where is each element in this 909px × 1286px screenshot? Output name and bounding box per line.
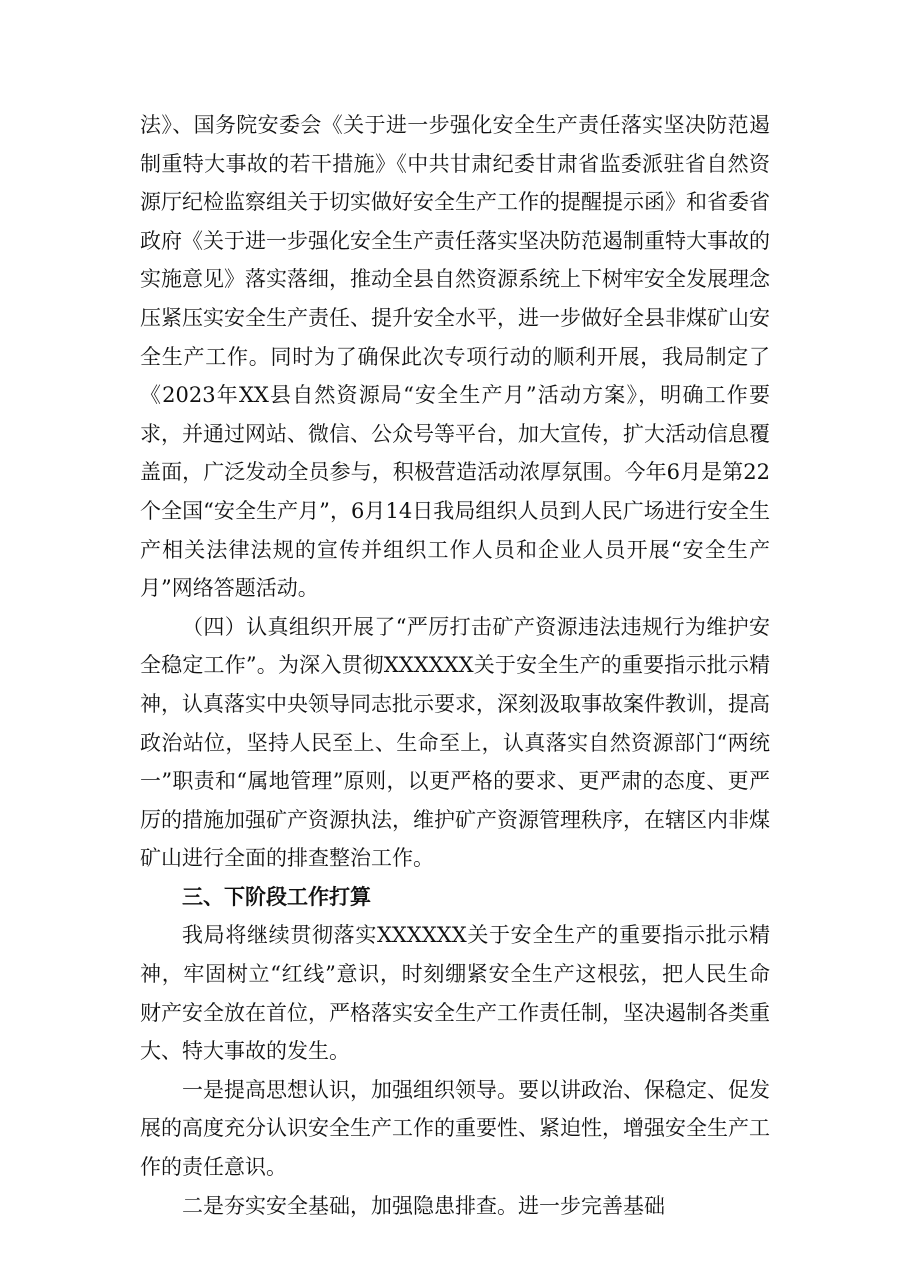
body-paragraph-point-two: 二是夯实安全基础，加强隐患排查。进一步完善基础 — [182, 1193, 665, 1218]
body-paragraph-section-four: （四）认真组织开展了“严厉打击矿产资源违法违规行为维护安全稳定工作”。为深入贯彻XXXXXX关于安全生产的重要指示批示精神，认真落实中央领导同志批示要求，深刻汲取事故案件教训，提高政治站位，坚持人民至上、生命至上，认真落实自然资源部门“两统一”职责和“属地管理”原则，以更严格的要求、更严肃的态度、更严厉的措施加强矿产资源执法，维护矿产资源管理秩序，在辖区内非煤矿山进行全面的排查整治工作。 — [140, 614, 770, 871]
body-paragraph-point-one: 一是提高思想认识，加强组织领导。要以讲政治、保稳定、促发展的高度充分认识安全生产工作的重要性、紧迫性，增强安全生产工作的责任意识。 — [140, 1077, 770, 1180]
document-page — [140, 106, 770, 1225]
section-heading: 三、下阶段工作打算 — [182, 884, 371, 909]
body-paragraph-plan-intro: 我局将继续贯彻落实XXXXXX关于安全生产的重要指示批示精神，牢固树立“红线”意识，时刻绷紧安全生产这根弦，把人民生命财产安全放在首位，严格落实安全生产工作责任制，坚决遏制各类重大、特大事故的发生。 — [140, 923, 770, 1064]
body-paragraph-continuation: 法》、国务院安委会《关于进一步强化安全生产责任落实坚决防范遏制重特大事故的若干措施》《中共甘肃纪委甘肃省监委派驻省自然资源厅纪检监察组关于切实做好安全生产工作的提醒提示函》和省委省政府《关于进一步强化安全生产责任落实坚决防范遏制重特大事故的实施意见》落实落细，推动全县自然资源系统上下树牢安全发展理念压紧压实安全生产责任、提升安全水平，进一步做好全县非煤矿山安全生产工作。同时为了确保此次专项行动的顺利开展，我局制定了《2023年XX县自然资源局“安全生产月”活动方案》，明确工作要求，并通过网站、微信、公众号等平台，加大宣传，扩大活动信息覆盖面，广泛发动全员参与，积极营造活动浓厚氛围。今年6月是第22个全国“安全生产月”，6月14日我局组织人员到人民广场进行安全生产相关法律法规的宣传并组织工作人员和企业人员开展“安全生产月”网络答题活动。 — [140, 113, 770, 601]
